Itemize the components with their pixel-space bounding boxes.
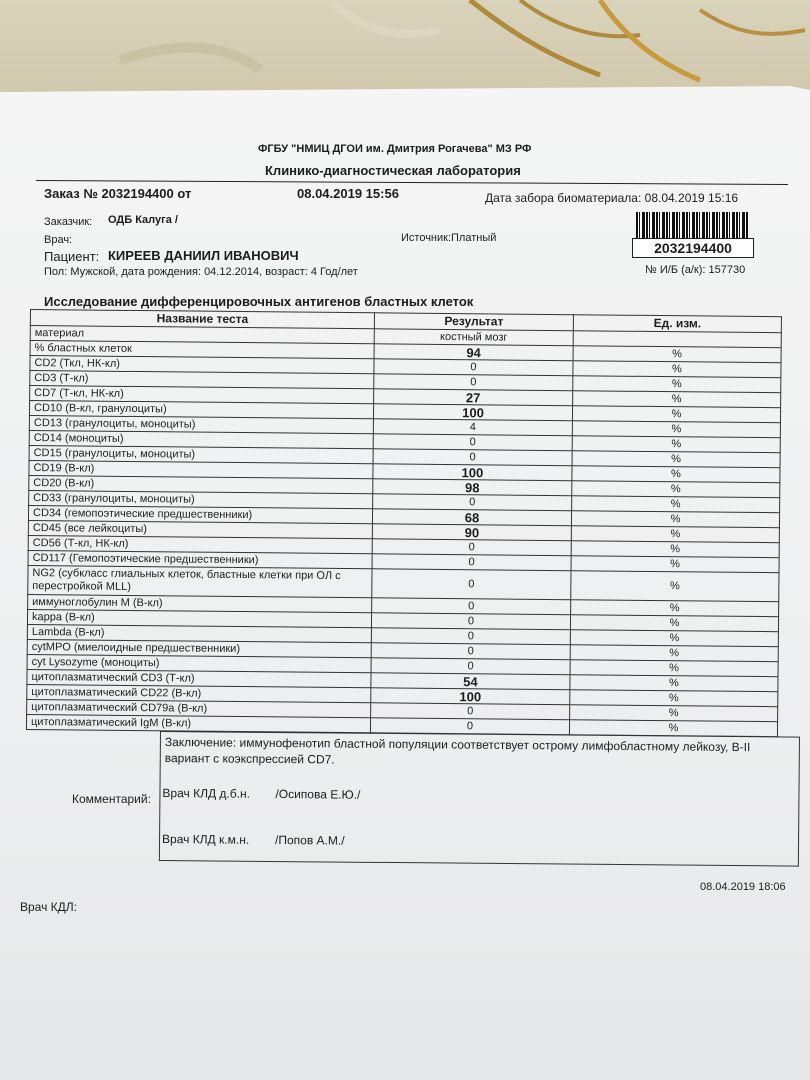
results-table [26,309,782,737]
test-name-cell: cytMPO (миелоидные предшественники) [27,639,371,657]
unit-cell: % [570,660,778,677]
test-name-cell: CD14 (моноциты) [29,430,373,448]
record-number: № И/Б (а/к): 157730 [645,264,746,276]
conclusion-box [159,731,800,867]
patient-demographics: Пол: Мужской, дата рождения: 04.12.2014, возраст: 4 Год/лет [44,266,358,278]
patient-label: Пациент: [44,249,100,264]
result-value-cell: 54 [371,673,570,690]
result-value-cell: 94 [374,344,573,361]
unit-cell: % [570,645,778,662]
test-name-cell: CD15 (гранулоциты, моноциты) [29,445,373,463]
result-value-cell: костный мозг [374,329,573,346]
test-name-cell: иммуноглобулин M (В-кл) [28,594,372,612]
result-value-cell: 100 [373,404,572,421]
result-value-cell: 0 [373,494,572,511]
comment-label: Комментарий: [72,792,151,806]
unit-cell: % [572,481,780,498]
unit-cell: % [570,690,778,707]
result-value-cell: 0 [372,598,571,615]
result-value-cell: 0 [370,718,569,735]
test-name-cell: цитоплазматический IgM (В-кл) [26,714,370,732]
test-name-cell: cyt Lysozyme (моноциты) [27,654,371,672]
test-name-cell: CD7 (Т-кл, НК-кл) [30,386,374,404]
footer-timestamp: 08.04.2019 18:06 [700,881,786,893]
result-value-cell: 68 [372,509,571,526]
result-value-cell: 100 [371,688,570,705]
unit-cell: % [573,346,781,363]
barcode-number: 2032194400 [632,238,754,258]
unit-cell: % [572,406,780,423]
result-value-cell: 0 [371,628,570,645]
unit-cell: % [572,436,780,453]
column-header-result: Результат [374,313,573,331]
result-value-cell: 100 [373,464,572,481]
test-name-cell: цитоплазматический CD3 (Т-кл) [27,669,371,687]
result-value-cell: 0 [371,658,570,675]
test-name-cell: цитоплазматический CD79a (В-кл) [27,699,371,717]
test-name-cell: CD3 (Т-кл) [30,371,374,389]
unit-cell: % [571,600,779,617]
conclusion-text: Заключение: иммунофенотип бластной популяции соответствует острому лимфобластному лейкозу, В-II вариант с коэкспрессией CD7. [164,735,751,767]
footer-doctor-label: Врач КДЛ: [20,900,77,914]
test-name-cell: % бластных клеток [30,341,374,359]
result-value-cell: 0 [371,643,570,660]
order-label: Заказ № 2032194400 от [44,186,192,201]
unit-cell: % [571,511,779,528]
customer-label: Заказчик: [44,216,93,228]
test-name-cell: CD10 (В-кл, гранулоциты) [29,401,373,419]
unit-cell: % [572,421,780,438]
unit-cell: % [571,541,779,558]
patient-name: КИРЕЕВ ДАНИИЛ ИВАНОВИЧ [108,248,299,263]
unit-cell: % [570,675,778,692]
study-title: Исследование дифференцировочных антигенов бластных клеток [44,294,474,309]
unit-cell: % [570,705,778,722]
test-name-cell: материал [30,326,374,344]
result-value-cell: 4 [373,419,572,436]
test-name-cell: CD2 (Ткл, НК-кл) [30,356,374,374]
unit-cell: % [571,526,779,543]
test-name-cell: kappa (В-кл) [27,609,371,627]
result-value-cell: 90 [372,524,571,541]
unit-cell: % [573,361,781,378]
unit-cell: % [573,391,781,408]
doctor2-title: Врач КЛД к.м.н. [161,832,250,847]
result-value-cell: 0 [371,613,570,630]
unit-cell: % [570,630,778,647]
customer-name: ОДБ Калуга / [108,214,178,226]
result-value-cell: 0 [372,554,571,571]
result-value-cell: 0 [371,703,570,720]
test-name-cell: CD20 (В-кл) [29,475,373,493]
test-name-cell: NG2 (субкласс глиальных клеток, бластные клетки при ОЛ с перестройкой MLL) [28,565,372,597]
test-name-cell: CD45 (все лейкоциты) [28,520,372,538]
test-name-cell: CD56 (Т-кл, НК-кл) [28,535,372,553]
result-value-cell: 0 [372,539,571,556]
test-name-cell: CD33 (гранулоциты, моноциты) [29,490,373,508]
doctor-label: Врач: [44,234,73,246]
doctor1-title: Врач КЛД д.б.н. [162,786,251,801]
test-name-cell: CD19 (В-кл) [29,460,373,478]
result-value-cell: 0 [372,569,571,600]
result-value-cell: 0 [374,359,573,376]
doctor1-name: /Осипова Е.Ю./ [275,787,361,802]
organization-name: ФГБУ "НМИЦ ДГОИ им. Дмитрия Рогачева" МЗ РФ [258,143,532,155]
column-header-unit: Ед. изм. [573,315,781,333]
laboratory-name: Клинико-диагностическая лаборатория [265,163,521,178]
column-header-test: Название теста [30,310,374,329]
barcode-graphic [636,212,748,238]
test-name-cell: Lambda (В-кл) [27,624,371,642]
unit-cell: % [569,720,777,737]
unit-cell: % [571,571,779,602]
doctor2-name: /Попов А.М./ [274,833,345,848]
payment-source: Источник:Платный [401,232,497,244]
unit-cell: % [570,615,778,632]
unit-cell: % [572,496,780,513]
unit-cell: % [572,451,780,468]
unit-cell: % [573,376,781,393]
result-value-cell: 98 [373,479,572,496]
result-value-cell: 0 [373,449,572,466]
result-value-cell: 0 [374,374,573,391]
results-table-body [26,326,781,737]
unit-cell: % [571,556,779,573]
test-name-cell: CD13 (гранулоциты, моноциты) [29,415,373,433]
sample-date: Дата забора биоматериала: 08.04.2019 15:16 [485,191,739,205]
test-name-cell: CD34 (гемопоэтические предшественники) [28,505,372,523]
order-datetime: 08.04.2019 15:56 [297,186,399,201]
unit-cell: % [572,466,780,483]
test-name-cell: CD117 (Гемопоэтические предшественники) [28,550,372,568]
result-value-cell: 0 [373,434,572,451]
test-name-cell: цитоплазматический CD22 (В-кл) [27,684,371,702]
result-value-cell: 27 [374,389,573,406]
